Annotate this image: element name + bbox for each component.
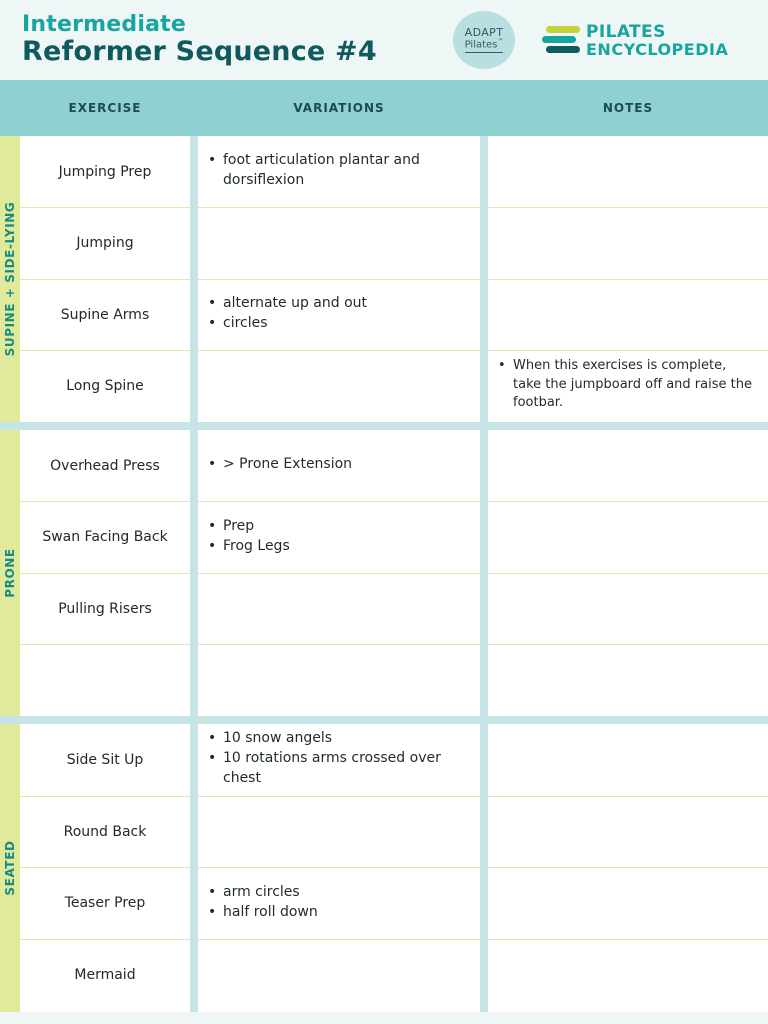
row-separator xyxy=(198,279,480,280)
page-footer-band xyxy=(0,1012,768,1024)
row-separator xyxy=(488,939,768,940)
row-separator xyxy=(198,207,480,208)
variations-list xyxy=(206,516,474,556)
variations-list xyxy=(206,293,474,333)
variations-list xyxy=(206,728,474,788)
row-separator xyxy=(198,796,480,797)
brand-line1: PILATES xyxy=(586,22,666,42)
exercise-cell: Teaser Prep xyxy=(64,895,146,911)
column-divider xyxy=(480,136,488,1012)
variation-item: • 10 rotations arms crossed over chest xyxy=(206,748,474,788)
row-separator xyxy=(198,867,480,868)
row-separator xyxy=(488,796,768,797)
row-separator xyxy=(198,939,480,940)
exercise-cell: Mermaid xyxy=(74,967,136,983)
adapt-badge-line1: ADAPT xyxy=(464,26,504,40)
row-separator xyxy=(198,501,480,502)
trademark-mark: ™ xyxy=(497,38,504,46)
row-separator xyxy=(488,501,768,502)
row-separator xyxy=(198,573,480,574)
variations-list xyxy=(206,150,474,190)
exercise-cell: Long Spine xyxy=(66,378,144,394)
variations-list xyxy=(206,882,474,922)
row-separator xyxy=(198,350,480,351)
page-subtitle: Intermediate xyxy=(22,12,186,37)
exercise-cell: Round Back xyxy=(63,824,147,840)
variation-item: • arm circles xyxy=(206,882,474,902)
exercise-cell: Swan Facing Back xyxy=(42,529,168,545)
row-separator xyxy=(488,279,768,280)
exercise-cell: Jumping Prep xyxy=(58,164,152,180)
exercise-cell: Pulling Risers xyxy=(58,601,152,617)
variation-item: • > Prone Extension xyxy=(206,454,474,474)
pilates-encyclopedia-logo-icon xyxy=(542,26,582,56)
row-separator xyxy=(488,350,768,351)
variation-item: • Frog Legs xyxy=(206,536,474,556)
row-separator xyxy=(488,867,768,868)
variation-item: • half roll down xyxy=(206,902,474,922)
column-header-variations: VARIATIONS xyxy=(293,101,385,115)
variation-item: • foot articulation plantar and dorsiflexion xyxy=(206,150,474,190)
variation-item: • alternate up and out xyxy=(206,293,474,313)
variation-item: • Prep xyxy=(206,516,474,536)
exercise-cell xyxy=(20,644,190,716)
adapt-badge-line2 xyxy=(465,39,504,52)
section-divider xyxy=(0,716,768,724)
column-header-notes: NOTES xyxy=(602,101,654,115)
notes-list xyxy=(496,357,758,413)
row-separator xyxy=(198,644,480,645)
exercise-cell: Jumping xyxy=(76,235,134,251)
section-divider xyxy=(0,422,768,430)
adapt-pilates-badge xyxy=(453,11,515,69)
row-separator xyxy=(488,573,768,574)
variation-item: • circles xyxy=(206,313,474,333)
brand-line2: ENCYCLOPEDIA xyxy=(586,40,729,59)
exercise-cell: Side Sit Up xyxy=(66,752,144,768)
variation-item: • 10 snow angels xyxy=(206,728,474,748)
brand-wordmark xyxy=(586,24,728,58)
section-label: PRONE xyxy=(3,548,17,598)
variations-list xyxy=(206,454,474,474)
exercise-cell: Overhead Press xyxy=(50,458,160,474)
column-divider xyxy=(190,136,198,1012)
exercise-cell: Supine Arms xyxy=(60,307,150,323)
note-item: • When this exercises is complete, take the jumpboard off and raise the footbar. xyxy=(496,357,758,413)
page-title: Reformer Sequence #4 xyxy=(22,36,377,67)
adapt-badge-text: Pilates xyxy=(464,39,498,51)
section-label: SEATED xyxy=(3,840,17,896)
column-header-exercise: EXERCISE xyxy=(68,101,142,115)
row-separator xyxy=(488,644,768,645)
section-label: SUPINE + SIDE-LYING xyxy=(3,201,17,357)
row-separator xyxy=(488,207,768,208)
